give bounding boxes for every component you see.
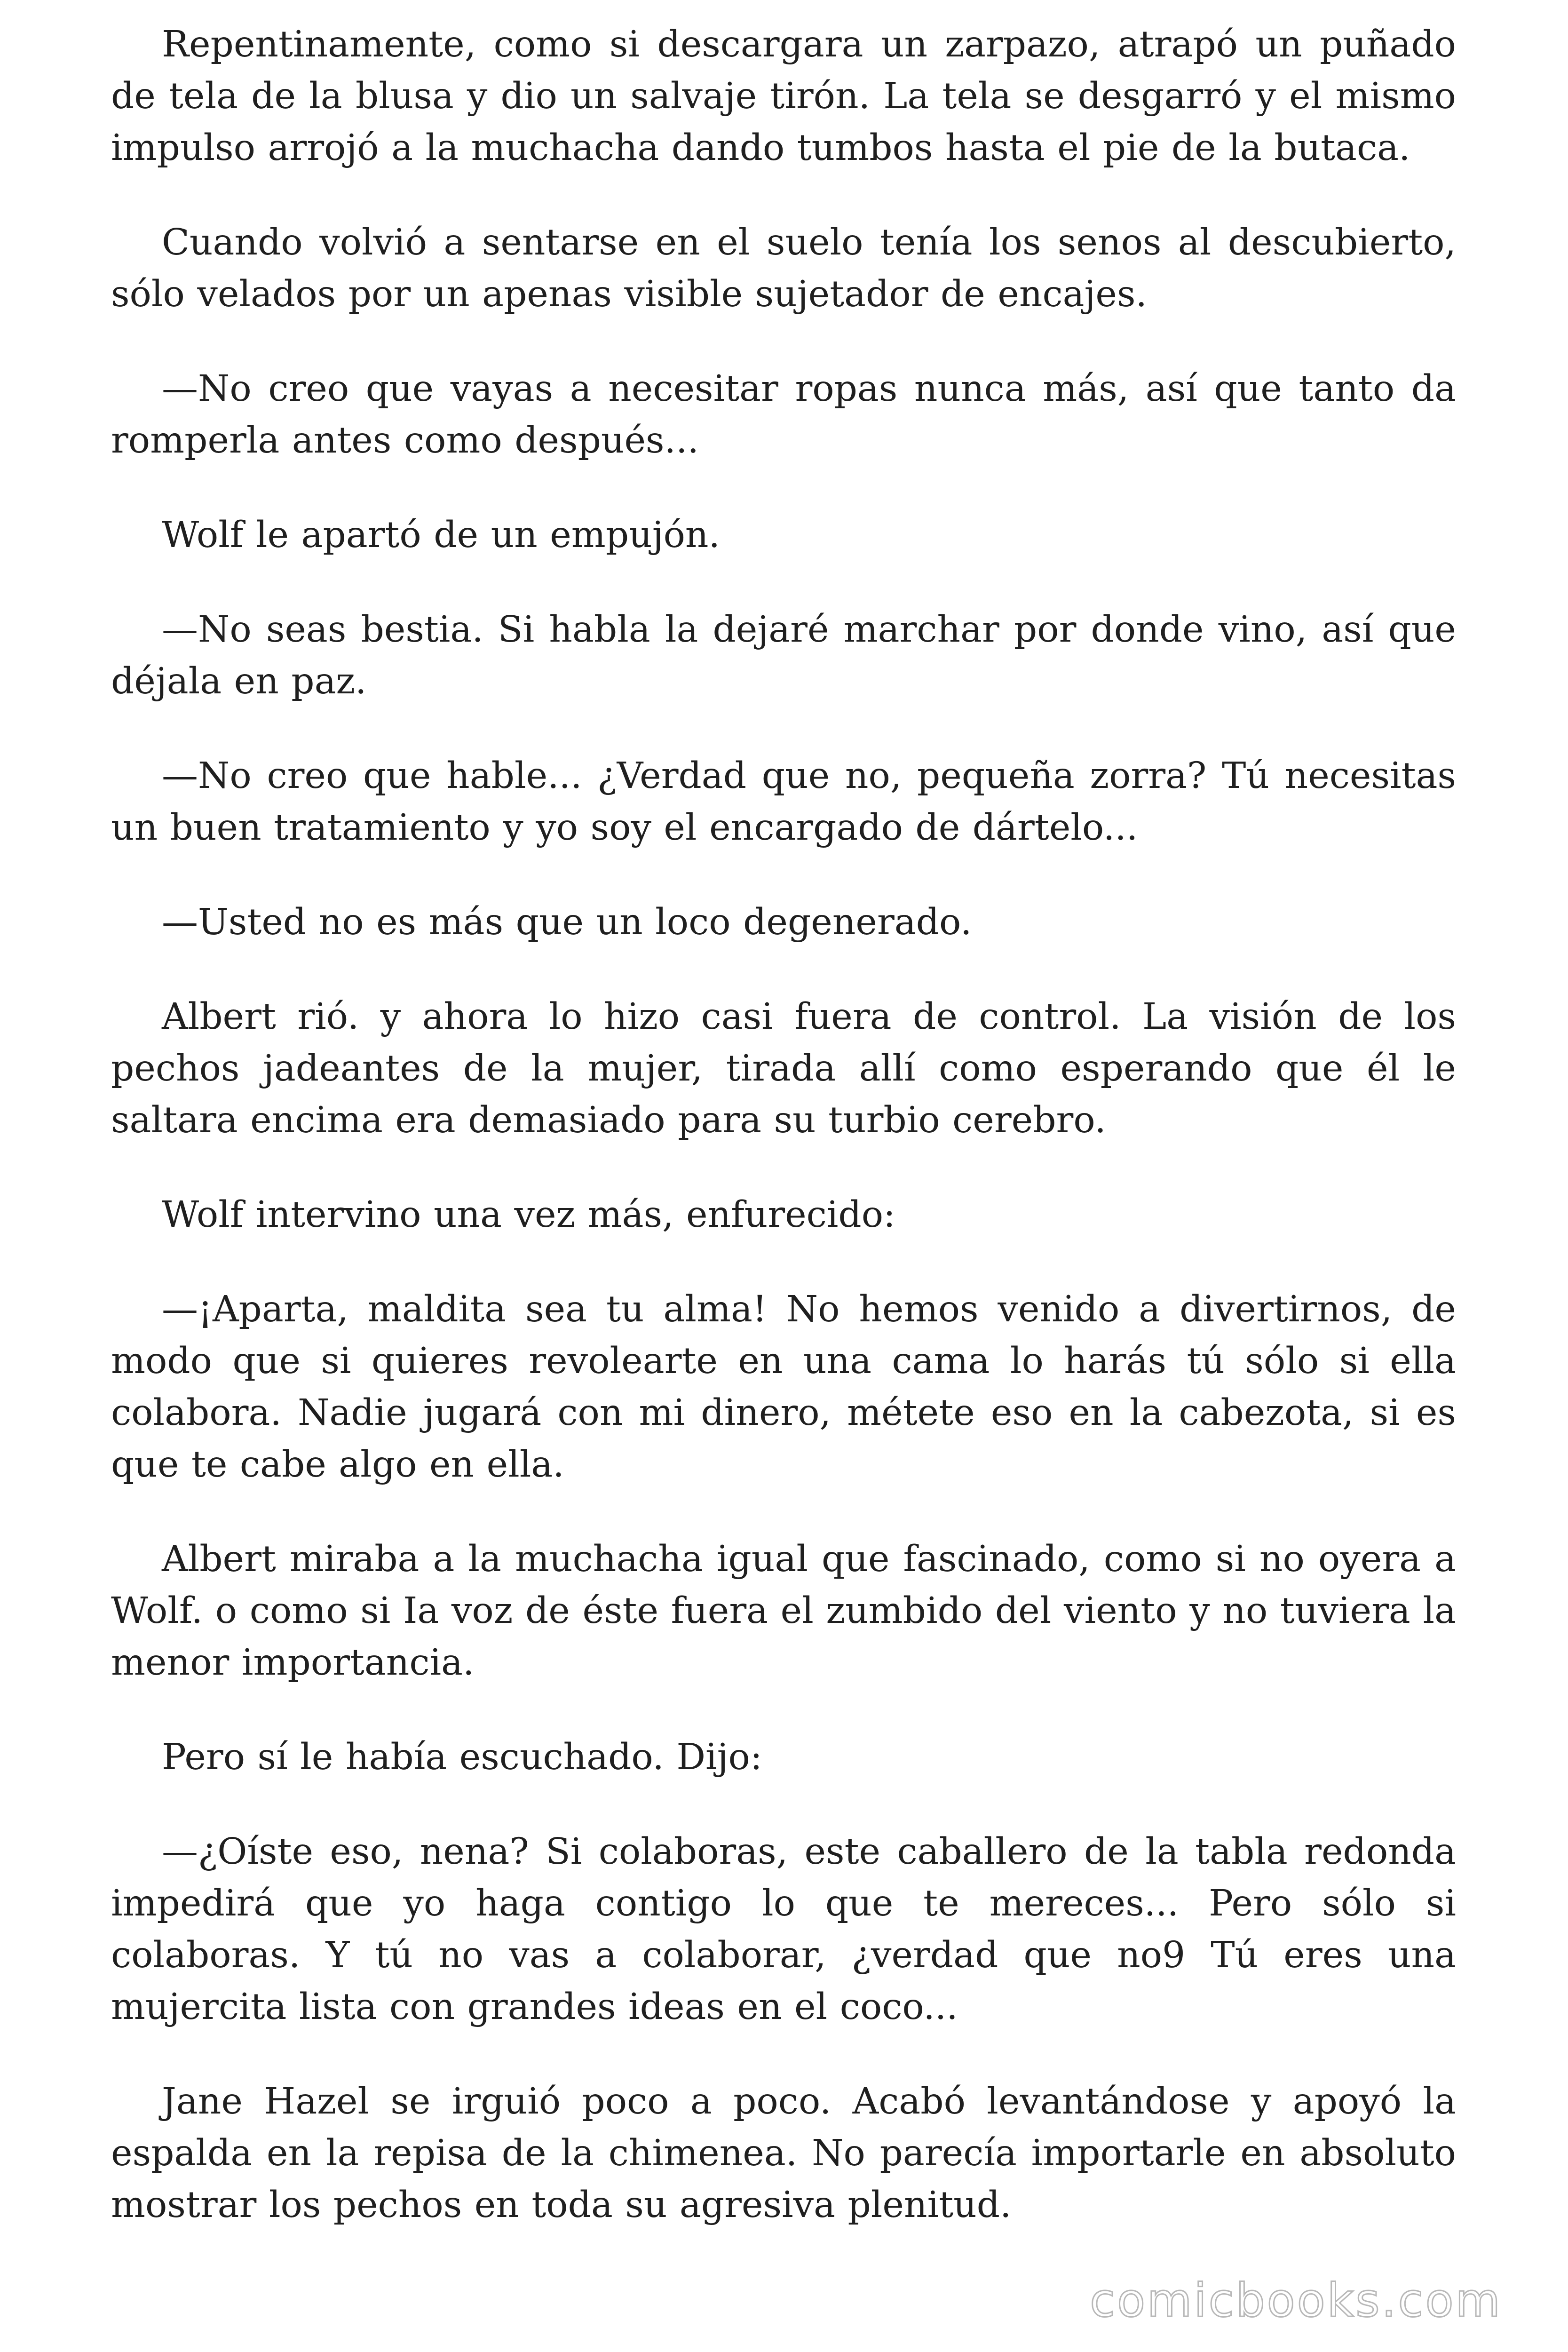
paragraph-2: Cuando volvió a sentarse en el suelo tenía los senos al descubierto, sólo velados por un apenas visible sujetador de encajes. bbox=[111, 222, 1456, 315]
watermark-logo: comicbooks.com bbox=[1090, 2274, 1502, 2328]
paragraph-5: —No seas bestia. Si habla la dejaré marchar por donde vino, así que déjala en paz. bbox=[111, 609, 1456, 702]
paragraph-11: Albert miraba a la muchacha igual que fascinado, como si no oyera a Wolf. o como si Ia voz de éste fuera el zumbido del viento y no tuviera la menor importancia. bbox=[111, 1538, 1456, 1684]
paragraph-10: —¡Aparta, maldita sea tu alma! No hemos venido a divertirnos, de modo que si quieres revolearte en una cama lo harás tú sólo si ella colabora. Nadie jugará con mi dinero, métete eso en la cabezota, si es que te cabe algo en ella. bbox=[111, 1288, 1456, 1486]
paragraph-7: —Usted no es más que un loco degenerado. bbox=[162, 901, 972, 943]
paragraph-12: Pero sí le había escuchado. Dijo: bbox=[162, 1736, 762, 1778]
paragraph-4: Wolf le apartó de un empujón. bbox=[162, 514, 720, 556]
paragraph-9: Wolf intervino una vez más, enfurecido: bbox=[162, 1194, 896, 1236]
paragraph-13: —¿Oíste eso, nena? Si colaboras, este caballero de la tabla redonda impedirá que yo haga contigo lo que te mereces... Pero sólo si colaboras. Y tú no vas a colaborar, ¿verdad que no9 Tú eres una mujercita lista con grandes ideas en el coco... bbox=[111, 1831, 1456, 2028]
paragraph-8: Albert rió. y ahora lo hizo casi fuera de control. La visión de los pechos jadeantes de la mujer, tirada allí como esperando que él le saltara encima era demasiado para su turbio cerebro. bbox=[111, 996, 1456, 1141]
paragraph-1: Repentinamente, como si descargara un zarpazo, atrapó un puñado de tela de la blusa y dio un salvaje tirón. La tela se desgarró y el mismo impulso arrojó a la muchacha dando tumbos hasta el pie de la butaca. bbox=[111, 24, 1456, 169]
document-page bbox=[111, 19, 1456, 2274]
paragraph-14: Jane Hazel se irguió poco a poco. Acabó levantándose y apoyó la espalda en la repisa de la chimenea. No parecía importarle en absoluto mostrar los pechos en toda su agresiva plenitud. bbox=[111, 2081, 1456, 2226]
paragraph-3: —No creo que vayas a necesitar ropas nunca más, así que tanto da romperla antes como después... bbox=[111, 368, 1456, 461]
paragraph-6: —No creo que hable... ¿Verdad que no, pequeña zorra? Tú necesitas un buen tratamiento y yo soy el encargado de dártelo... bbox=[111, 755, 1456, 849]
